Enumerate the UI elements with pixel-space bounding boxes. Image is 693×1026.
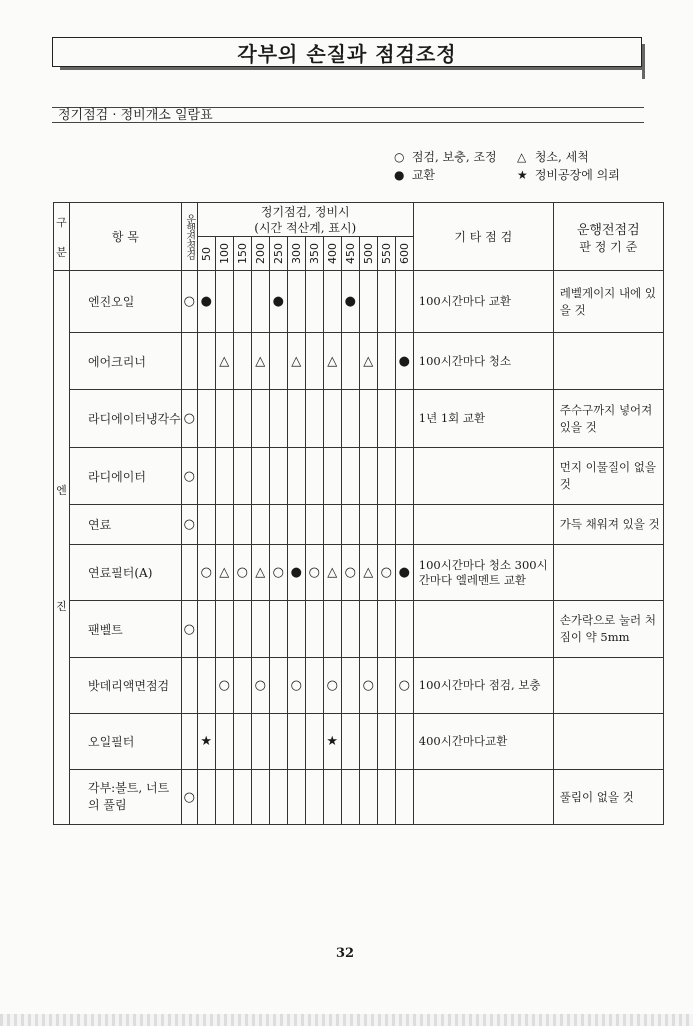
judge-criteria	[553, 545, 663, 601]
interval-mark	[269, 601, 287, 658]
table-row	[54, 545, 664, 601]
interval-mark	[287, 601, 305, 658]
legend-item	[394, 148, 497, 165]
item-name: 라디에이터냉각수	[70, 390, 182, 448]
interval-mark	[305, 390, 323, 448]
interval-mark	[305, 714, 323, 770]
legend-label: 교환	[411, 168, 436, 182]
interval-mark	[395, 271, 413, 333]
interval-mark	[251, 390, 269, 448]
hour-header	[215, 237, 233, 271]
legend-item	[517, 166, 620, 183]
interval-mark	[377, 333, 395, 390]
interval-mark	[395, 601, 413, 658]
interval-mark	[287, 770, 305, 825]
periodic-header-line1: 정기점검, 정비시	[260, 204, 350, 219]
hour-header	[269, 237, 287, 271]
hour-header	[323, 237, 341, 271]
item-name: 각부:볼트, 너트의 풀림	[70, 770, 182, 825]
other-check	[413, 601, 553, 658]
interval-mark	[377, 658, 395, 714]
interval-mark: ★	[323, 714, 341, 770]
item-name: 밧데리액면점검	[70, 658, 182, 714]
item-name: 에어크리너	[70, 333, 182, 390]
hour-header	[233, 237, 251, 271]
table-row	[54, 271, 664, 333]
judge-criteria	[553, 658, 663, 714]
hour-label: 450	[343, 243, 357, 264]
interval-mark	[233, 448, 251, 505]
other-check: 400시간마다교환	[413, 714, 553, 770]
hour-label: 350	[307, 243, 321, 264]
interval-mark	[197, 448, 215, 505]
interval-mark	[269, 770, 287, 825]
interval-mark	[251, 505, 269, 545]
hour-header	[395, 237, 413, 271]
hour-label: 600	[397, 243, 411, 264]
hour-header	[359, 237, 377, 271]
interval-mark: ○	[197, 545, 215, 601]
star-icon: ★	[517, 168, 528, 182]
interval-mark: △	[251, 545, 269, 601]
interval-mark	[233, 505, 251, 545]
interval-mark	[305, 448, 323, 505]
table-row	[54, 448, 664, 505]
interval-mark	[251, 601, 269, 658]
other-header: 기 타 점 검	[413, 203, 553, 271]
legend-label: 점검, 보충, 조정	[411, 150, 497, 164]
interval-mark	[323, 390, 341, 448]
interval-mark: ○	[395, 658, 413, 714]
interval-mark: ★	[197, 714, 215, 770]
interval-mark	[287, 448, 305, 505]
interval-mark	[251, 770, 269, 825]
pre-op-header-text: 운행전점검	[183, 214, 195, 259]
interval-mark	[305, 505, 323, 545]
hour-header	[287, 237, 305, 271]
hour-label: 250	[271, 243, 285, 264]
other-check: 100시간마다 점검, 보충	[413, 658, 553, 714]
interval-mark: ○	[341, 545, 359, 601]
item-name: 연료필터(A)	[70, 545, 182, 601]
interval-mark: ○	[323, 658, 341, 714]
table-row	[54, 390, 664, 448]
interval-mark	[395, 770, 413, 825]
hour-label: 150	[235, 243, 249, 264]
interval-mark	[233, 390, 251, 448]
interval-mark	[233, 658, 251, 714]
pre-op-mark	[181, 545, 197, 601]
scan-edge	[0, 1014, 693, 1026]
interval-mark	[341, 714, 359, 770]
pre-op-mark	[181, 333, 197, 390]
interval-mark	[251, 448, 269, 505]
pre-op-mark: ○	[181, 448, 197, 505]
interval-mark	[377, 505, 395, 545]
interval-mark	[251, 271, 269, 333]
table-row	[54, 658, 664, 714]
category-engine	[54, 271, 70, 825]
interval-mark	[341, 390, 359, 448]
item-name: 오일필터	[70, 714, 182, 770]
interval-mark	[233, 714, 251, 770]
interval-mark	[251, 714, 269, 770]
interval-mark	[359, 448, 377, 505]
item-name: 라디에이터	[70, 448, 182, 505]
interval-mark	[287, 505, 305, 545]
interval-mark	[341, 505, 359, 545]
interval-mark	[359, 505, 377, 545]
interval-mark	[377, 770, 395, 825]
table-row	[54, 333, 664, 390]
hour-header	[197, 237, 215, 271]
other-check	[413, 770, 553, 825]
interval-mark: △	[359, 545, 377, 601]
other-check	[413, 505, 553, 545]
interval-mark: △	[323, 333, 341, 390]
interval-mark: ●	[395, 333, 413, 390]
interval-mark	[377, 271, 395, 333]
interval-mark	[395, 505, 413, 545]
interval-mark	[197, 333, 215, 390]
judge-criteria	[553, 714, 663, 770]
interval-mark	[287, 714, 305, 770]
hour-header	[341, 237, 359, 271]
category-header-bottom: 분	[56, 245, 67, 259]
interval-mark: △	[251, 333, 269, 390]
interval-mark: △	[215, 545, 233, 601]
subtitle: 정기점검 · 정비개소 일람표	[58, 108, 213, 123]
other-check	[413, 448, 553, 505]
category-label: 진	[56, 599, 67, 613]
interval-mark	[197, 601, 215, 658]
triangle-icon: △	[517, 150, 527, 164]
hour-label: 50	[199, 246, 213, 261]
interval-mark	[233, 601, 251, 658]
interval-mark	[269, 714, 287, 770]
hour-label: 500	[361, 243, 375, 264]
interval-mark	[359, 714, 377, 770]
interval-mark	[395, 714, 413, 770]
interval-mark	[233, 271, 251, 333]
table-row	[54, 601, 664, 658]
interval-mark: ●	[197, 271, 215, 333]
other-check: 100시간마다 청소	[413, 333, 553, 390]
pre-op-mark	[181, 714, 197, 770]
interval-mark	[197, 658, 215, 714]
interval-mark	[197, 390, 215, 448]
interval-mark	[323, 271, 341, 333]
interval-mark: ○	[269, 545, 287, 601]
item-name: 엔진오일	[70, 271, 182, 333]
interval-mark	[341, 770, 359, 825]
pre-op-mark: ○	[181, 770, 197, 825]
interval-mark	[305, 770, 323, 825]
interval-mark	[269, 333, 287, 390]
interval-mark	[197, 770, 215, 825]
interval-mark	[323, 601, 341, 658]
hour-header	[377, 237, 395, 271]
item-name: 연료	[70, 505, 182, 545]
title-shadow-bottom	[60, 67, 645, 70]
interval-mark	[215, 271, 233, 333]
interval-mark: ●	[269, 271, 287, 333]
interval-mark: ○	[233, 545, 251, 601]
interval-mark	[269, 658, 287, 714]
interval-mark: ○	[359, 658, 377, 714]
title-shadow-right	[642, 44, 645, 79]
judge-criteria: 풀림이 없을 것	[553, 770, 663, 825]
interval-mark: ○	[377, 545, 395, 601]
table-row	[54, 505, 664, 545]
hour-label: 550	[379, 243, 393, 264]
category-header	[54, 203, 70, 271]
interval-mark	[377, 601, 395, 658]
interval-mark: △	[323, 545, 341, 601]
pre-op-mark: ○	[181, 601, 197, 658]
hour-label: 300	[289, 243, 303, 264]
hour-header	[305, 237, 323, 271]
interval-mark	[377, 448, 395, 505]
interval-mark: ○	[305, 545, 323, 601]
judge-criteria: 레벨게이지 내에 있을 것	[553, 271, 663, 333]
legend-item	[394, 166, 435, 183]
judge-header	[553, 203, 663, 271]
judge-criteria	[553, 333, 663, 390]
interval-mark	[287, 390, 305, 448]
interval-mark	[359, 390, 377, 448]
interval-mark	[323, 505, 341, 545]
interval-mark	[269, 448, 287, 505]
filled-circle-icon: ●	[394, 168, 405, 182]
periodic-header	[197, 203, 413, 237]
interval-mark	[215, 390, 233, 448]
legend-item	[517, 148, 589, 165]
interval-mark	[377, 714, 395, 770]
page-number: 32	[336, 946, 355, 961]
interval-mark: ○	[215, 658, 233, 714]
interval-mark	[305, 333, 323, 390]
interval-mark	[233, 333, 251, 390]
item-header: 항 목	[70, 203, 182, 271]
interval-mark: ●	[341, 271, 359, 333]
judge-criteria: 손가락으로 눌러 처짐이 약 5mm	[553, 601, 663, 658]
circle-icon: ○	[394, 150, 405, 164]
legend-label: 정비공장에 의뢰	[534, 168, 620, 182]
interval-mark	[215, 714, 233, 770]
divider-bottom	[52, 122, 644, 123]
interval-mark	[269, 390, 287, 448]
interval-mark	[287, 271, 305, 333]
interval-mark	[305, 271, 323, 333]
category-label: 엔	[56, 483, 67, 497]
interval-mark	[215, 448, 233, 505]
inspection-table	[53, 202, 664, 825]
judge-header-line2: 판 정 기 준	[579, 239, 638, 254]
other-check: 100시간마다 교환	[413, 271, 553, 333]
interval-mark: ●	[395, 545, 413, 601]
interval-mark	[341, 601, 359, 658]
interval-mark: △	[359, 333, 377, 390]
page-title: 각부의 손질과 점검조정	[237, 41, 457, 66]
interval-mark	[377, 390, 395, 448]
interval-mark	[233, 770, 251, 825]
table-row	[54, 770, 664, 825]
title-box	[52, 37, 642, 67]
interval-mark	[323, 770, 341, 825]
periodic-header-line2: (시간 적산계, 표시)	[254, 220, 357, 235]
interval-mark: ○	[251, 658, 269, 714]
pre-op-mark: ○	[181, 271, 197, 333]
pre-op-mark	[181, 658, 197, 714]
interval-mark	[341, 448, 359, 505]
category-header-top: 구	[56, 215, 67, 229]
interval-mark: △	[287, 333, 305, 390]
legend-label: 청소, 세척	[534, 150, 589, 164]
interval-mark	[395, 390, 413, 448]
judge-criteria: 가득 채워져 있을 것	[553, 505, 663, 545]
interval-mark	[269, 505, 287, 545]
interval-mark	[215, 505, 233, 545]
pre-op-mark: ○	[181, 505, 197, 545]
interval-mark	[341, 658, 359, 714]
interval-mark: ○	[287, 658, 305, 714]
judge-criteria: 먼지 이물질이 없을 것	[553, 448, 663, 505]
interval-mark: ●	[287, 545, 305, 601]
interval-mark: △	[215, 333, 233, 390]
interval-mark	[305, 601, 323, 658]
hour-label: 200	[253, 243, 267, 264]
hour-label: 400	[325, 243, 339, 264]
judge-header-line1: 운행전점검	[576, 222, 640, 238]
pre-op-header	[181, 203, 197, 271]
hour-label: 100	[217, 243, 231, 264]
interval-mark	[359, 601, 377, 658]
interval-mark	[197, 505, 215, 545]
interval-mark	[395, 448, 413, 505]
hour-header	[251, 237, 269, 271]
interval-mark	[359, 770, 377, 825]
other-check: 1년 1회 교환	[413, 390, 553, 448]
interval-mark	[215, 601, 233, 658]
interval-mark	[323, 448, 341, 505]
other-check: 100시간마다 청소 300시간마다 엘레멘트 교환	[413, 545, 553, 601]
pre-op-mark: ○	[181, 390, 197, 448]
interval-mark	[359, 271, 377, 333]
judge-criteria: 주수구까지 넣어져 있을 것	[553, 390, 663, 448]
table-row	[54, 714, 664, 770]
interval-mark	[215, 770, 233, 825]
interval-mark	[341, 333, 359, 390]
interval-mark	[305, 658, 323, 714]
item-name: 팬벨트	[70, 601, 182, 658]
